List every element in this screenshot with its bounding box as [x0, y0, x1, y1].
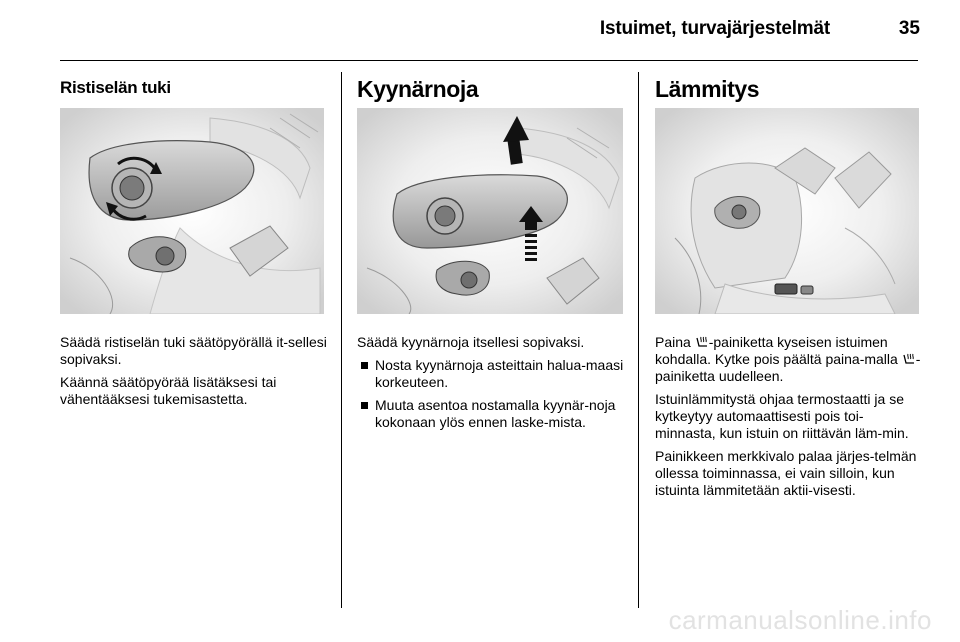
list-item — [357, 397, 625, 431]
header-rule — [60, 60, 918, 61]
paragraph: Istuinlämmitystä ohjaa termostaatti ja se kytkeytyy automaattisesti pois toi-minnasta, kun istuin on riittävän läm-min. — [655, 391, 909, 441]
seat-heating-illustration — [655, 108, 919, 314]
list-item — [357, 357, 625, 391]
bullet-square-icon — [361, 402, 368, 409]
chapter-title: Istuimet, turvajärjestelmät — [599, 18, 830, 39]
watermark: carmanualsonline.info — [668, 605, 932, 635]
paragraph — [655, 334, 923, 385]
paragraph: Säädä ristiselän tuki säätöpyörällä it-sellesi sopivaksi. — [60, 334, 327, 367]
column-divider — [341, 72, 342, 608]
section-heading: Kyynärnoja — [357, 76, 479, 102]
section-body — [60, 334, 328, 414]
bullet-square-icon — [361, 362, 368, 369]
section-heading: Ristiselän tuki — [60, 78, 171, 97]
page-header — [0, 0, 960, 62]
list-item-text: Muuta asentoa nostamalla kyynär-noja kokonaan ylös ennen laske-mista. — [375, 397, 616, 430]
seat-heating-icon — [695, 335, 709, 349]
page-number: 35 — [898, 18, 920, 39]
column-divider — [638, 72, 639, 608]
paragraph-text: -painiketta uudelleen. — [655, 351, 921, 384]
lumbar-support-illustration — [60, 108, 324, 314]
section-body — [357, 334, 625, 437]
paragraph-text: -painiketta kyseisen istuimen kohdalla. Kytke pois päältä paina-malla — [655, 334, 902, 367]
section-heading: Lämmitys — [655, 76, 760, 102]
bullet-list — [357, 357, 625, 431]
paragraph-text: Paina — [655, 334, 695, 350]
paragraph: Painikkeen merkkivalo palaa järjes-telmän ollessa toiminnassa, ei vain silloin, kun istuinta lämmitetään aktii-visesti. — [655, 448, 917, 498]
section-body — [655, 334, 923, 505]
armrest-illustration — [357, 108, 623, 314]
list-item-text: Nosta kyynärnoja asteittain halua-maasi korkeuteen. — [375, 357, 624, 390]
paragraph: Käännä säätöpyörää lisätäksesi tai vähentääksesi tukemisastetta. — [60, 374, 277, 407]
seat-heating-icon — [902, 352, 916, 366]
paragraph: Säädä kyynärnoja itsellesi sopivaksi. — [357, 334, 585, 350]
